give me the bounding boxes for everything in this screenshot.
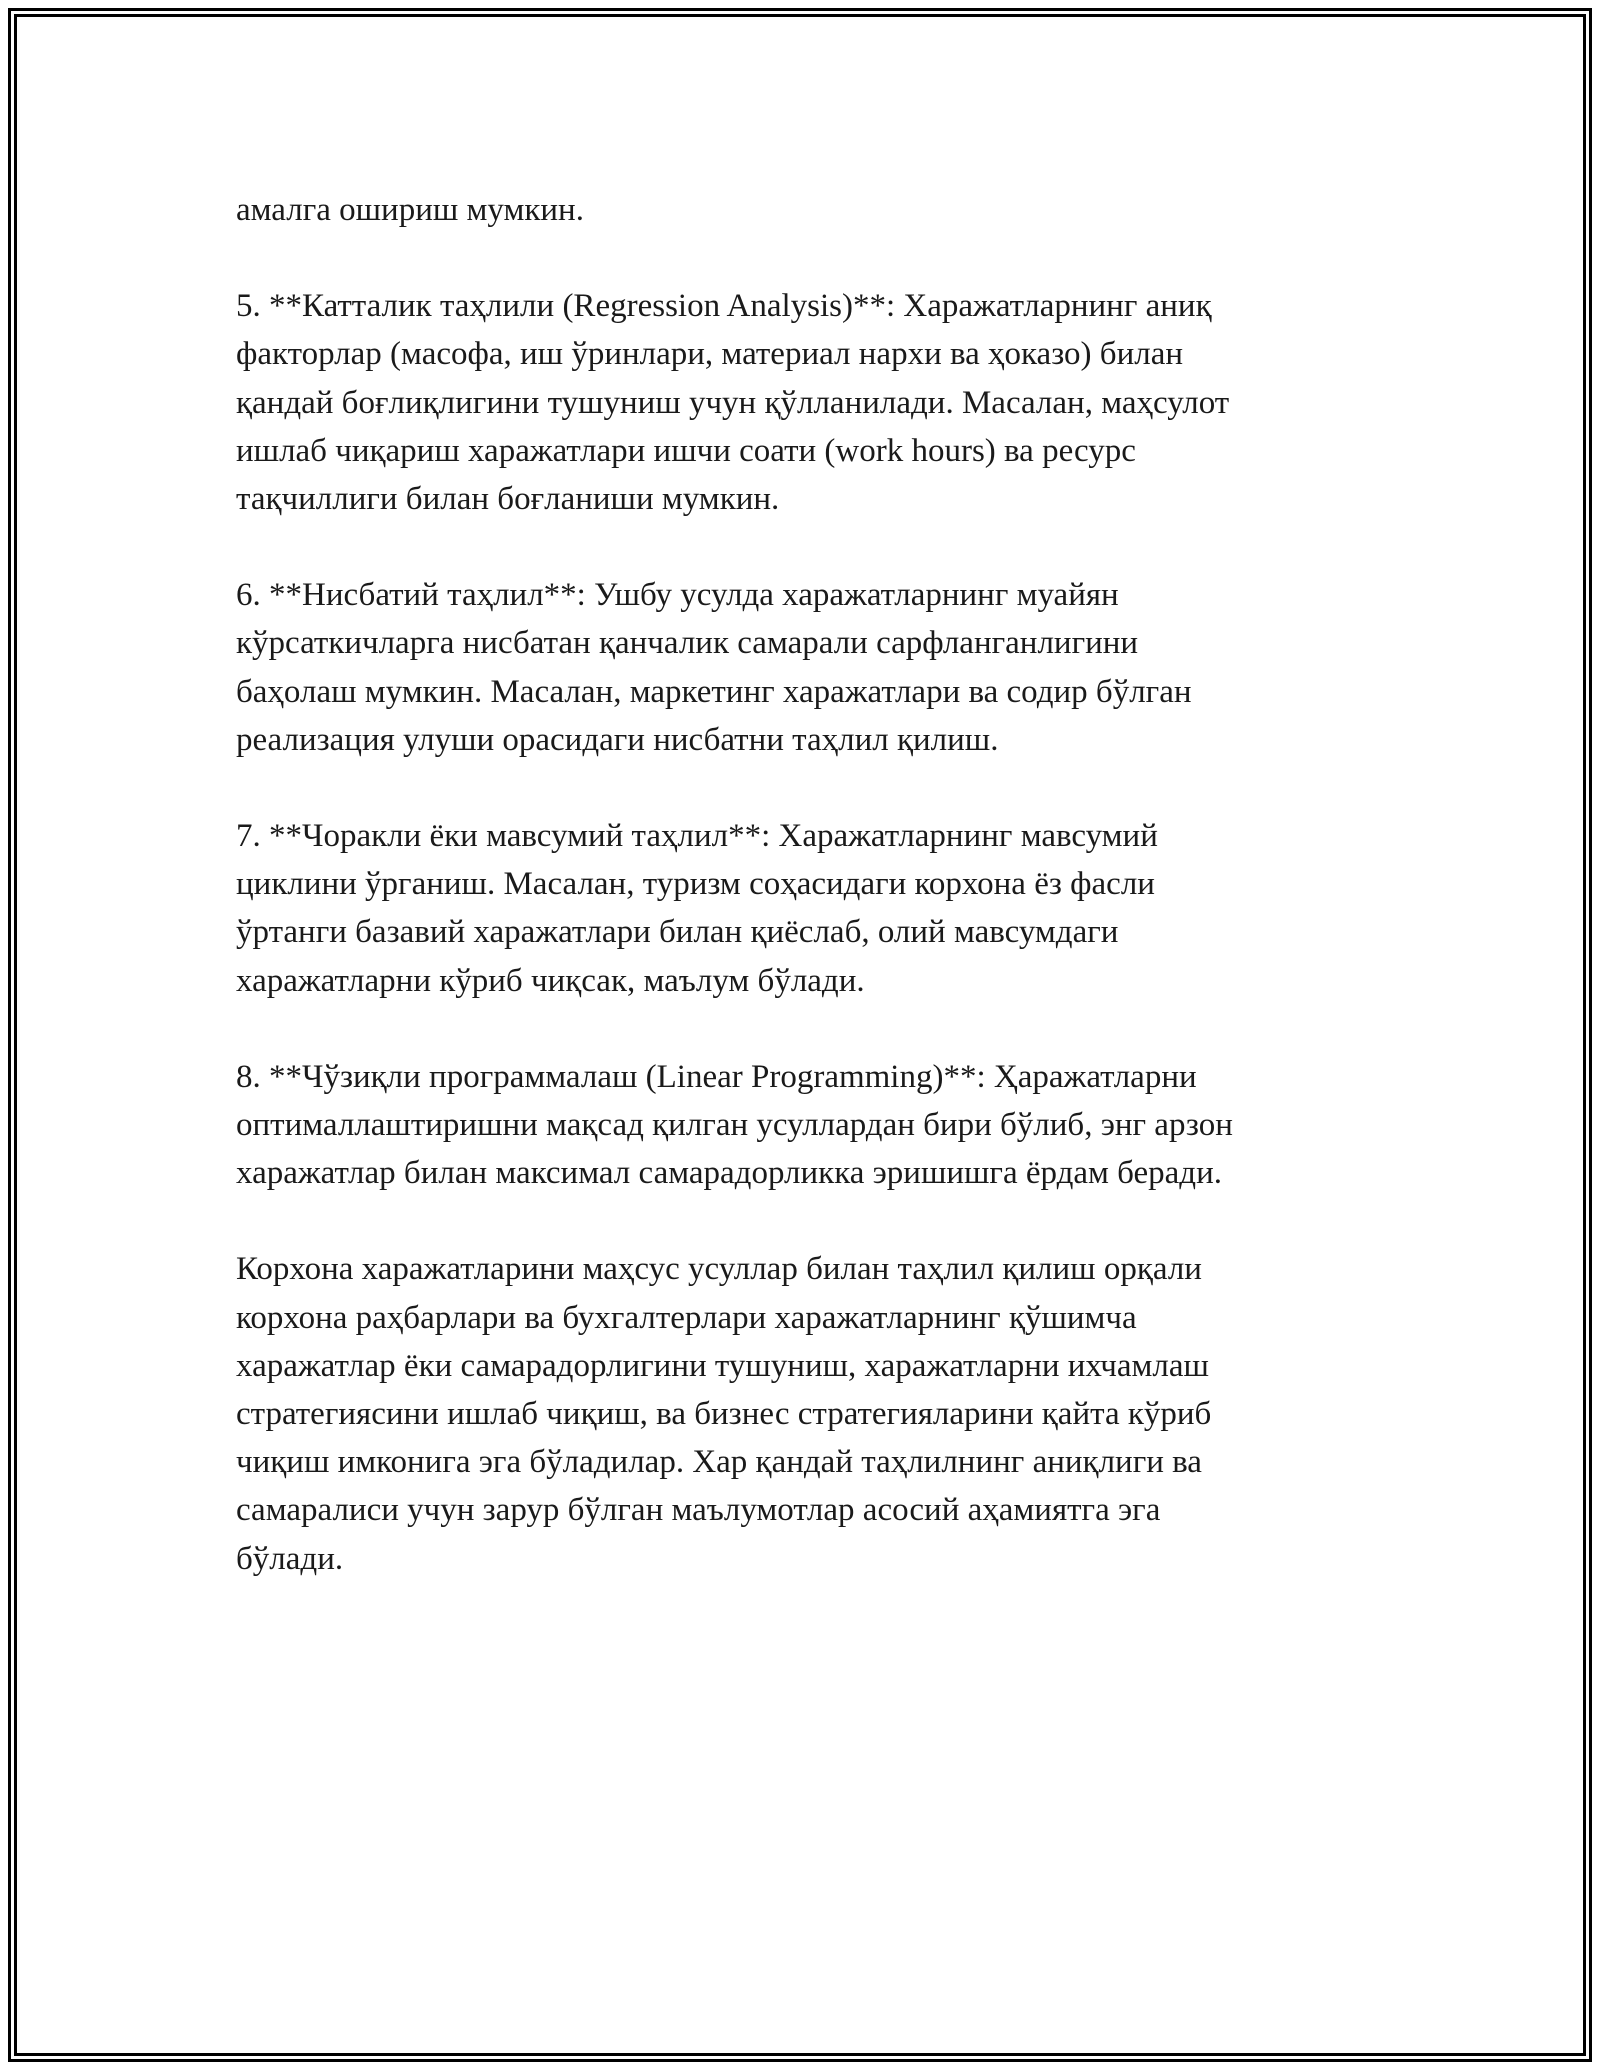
paragraph-ratio-analysis: 6. **Нисбатий таҳлил**: Ушбу усулда харажатларнинг муайян кўрсаткичларга нисбатан қанчалик самарали сарфланганлигини баҳолаш мумкин. Масалан, маркетинг харажатлари ва содир бўлган реализация улуши орасидаги нисбатни таҳлил қилиш. [236, 577, 1192, 758]
paragraph-conclusion: Корхона харажатларини маҳсус усуллар билан таҳлил қилиш орқали корхона раҳбарлари ва бухгалтерлари харажатларнинг қўшимча харажатлар ёки самарадорлигини тушуниш, харажатларни ихчамлаш стратегиясини ишлаб чиқиш, ва бизнес стратегияларини қайта кўриб чиқиш имконига эга бўладилар. Хар қандай таҳлилнинг аниқлиги ва самаралиси учун зарур бўлган маълумотлар асосий аҳамиятга эга бўлади. [236, 1251, 1212, 1577]
paragraph-regression-analysis: 5. **Катталик таҳлили (Regression Analysis)**: Харажатларнинг аниқ факторлар (масофа, иш ўринлари, материал нархи ва ҳоказо) билан қандай боғлиқлигини тушуниш учун қўлланилади. Масалан, маҳсулот ишлаб чиқариш харажатлари ишчи соати (work hours) ва ресурс тақчиллиги билан боғланиши мумкин. [236, 288, 1230, 518]
paragraph-linear-programming: 8. **Чўзиқли программалаш (Linear Programming)**: Ҳаражатларни оптималлаштиришни мақсад қилган усуллардан бири бўлиб, энг арзон харажатлар билан максимал самарадорликка эришишга ёрдам беради. [236, 1058, 1233, 1192]
document-body [236, 186, 1366, 1631]
paragraph-seasonal-analysis: 7. **Чоракли ёки мавсумий таҳлил**: Харажатларнинг мавсумий циклини ўрганиш. Масалан, туризм соҳасидаги корхона ёз фасли ўртанги базавий харажатлари билан қиёслаб, олий мавсумдаги харажатларни кўриб чиқсак, маълум бўлади. [236, 818, 1158, 999]
paragraph-intro-continuation: амалга ошириш мумкин. [236, 192, 584, 228]
